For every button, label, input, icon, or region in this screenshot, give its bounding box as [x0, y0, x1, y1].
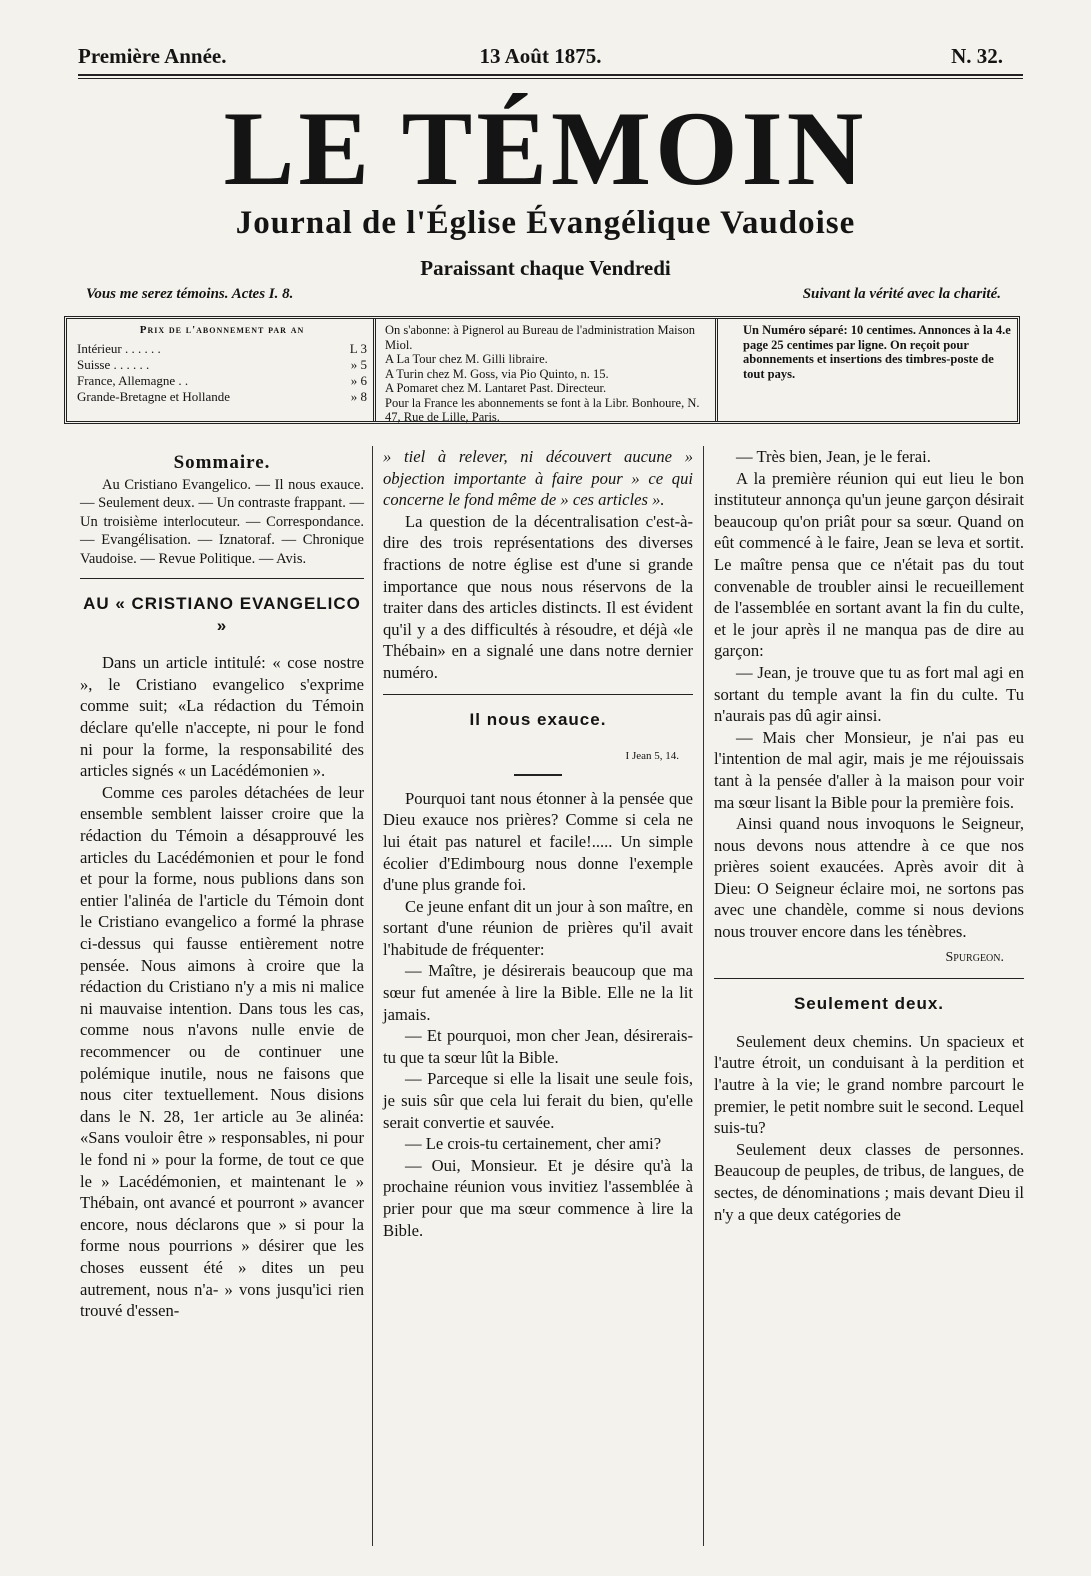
subscription-locations: [385, 323, 709, 424]
signature: Spurgeon.: [945, 949, 1004, 965]
price-row: Suisse . . . . . . » 5: [77, 356, 367, 372]
paragraph: » tiel à relever, ni découvert aucune » objection importante à faire pour » ce qui concerne le fond même de » ces articles ».: [383, 447, 693, 510]
column-2: [383, 446, 693, 1241]
paragraph: Dans un article intitulé: « cose nostre », le Cristiano evangelico s'exprime comme suit; «La rédaction du Témoin déclare qu'elle n'accepte, ni pour le fond ni pour la forme, la responsabilité des articles signés « un Lacédémonien ».: [80, 653, 364, 781]
price-row: Intérieur . . . . . . L 3: [77, 340, 367, 356]
column-separator: [703, 446, 704, 1546]
article-title-exauce: Il nous exauce.: [469, 709, 607, 729]
price-row: France, Allemagne . . » 6: [77, 372, 367, 388]
location-line: A La Tour chez M. Gilli libraire.: [385, 352, 548, 366]
paragraph: Seulement deux chemins. Un spacieux et l'autre étroit, un conduisant à la perdition et l'autre à la vie; le grand nombre parcourt le premier, le petit nombre suit le second. Lequel suis-tu?: [714, 1031, 1024, 1138]
sommaire-title: Sommaire.: [173, 452, 271, 473]
subscription-box: [64, 316, 1020, 424]
paragraph: A la première réunion qui eut lieu le bon instituteur annonça qu'un jeune garçon désirait beaucoup qu'on priât pour sa sœur. Quand on eût commencé à le faire, Jean se leva et sortit. Le maître pensa que ce n'était pas du tout convenable de troubler ainsi le recueillement de l'assemblée en sortant avant la fin du culte, et le jour après il ne manqua pas de dire au garçon:: [714, 468, 1024, 661]
box-divider: [715, 319, 718, 421]
paragraph: Pourquoi tant nous étonner à la pensée que Dieu exauce nos prières? Comme si cela ne lui était pas naturel et facile!..... Un simple écolier d'Edimbourg nous donne l'exemple d'une plus grande foi.: [383, 788, 693, 895]
top-rule: [78, 74, 1023, 76]
paragraph: Seulement deux classes de personnes. Beaucoup de peuples, de tribus, de langues, de sectes, de dénominations ; mais devant Dieu il n'y a que deux catégories de: [714, 1139, 1024, 1224]
price-table: [77, 323, 367, 417]
column-3: [714, 446, 1024, 1225]
paragraph: — Parceque si elle la lisait une seule fois, je suis sûr que cela lui ferait du bien, qu'elle serait convertie et sauvée.: [383, 1069, 693, 1132]
paragraph: La question de la décentralisation c'est-à-dire des trois représentations des diverses fractions de notre église est d'une si grande importance que nous nous réservons de la traiter dans des articles distincts. Il est évident qu'il y a des difficultés à résoudre, et déjà «le Thébain» en a signalé une dans notre dernier numéro.: [383, 511, 693, 682]
issue-date: 13 Août 1875.: [479, 44, 602, 68]
masthead-topline: [78, 38, 1003, 74]
location-line: On s'abonne: à Pignerol au Bureau de l'administration Maison Miol.: [385, 323, 695, 352]
motto-left: Vous me serez témoins. Actes I. 8.: [86, 286, 294, 302]
paragraph: — Très bien, Jean, je le ferai.: [736, 447, 931, 466]
top-rule-2: [78, 78, 1023, 79]
motto-right: Suivant la vérité avec la charité.: [802, 286, 1001, 302]
sommaire-text: Au Cristiano Evangelico. — Il nous exauce. — Seulement deux. — Un contraste frappant. — Un troisième interlocuteur. — Correspondance. — Evangélisation. — Iznatoraf. — Chronique Vaudoise. — Revue Politique. — Avis.: [80, 476, 364, 567]
article-title-seulement: Seulement deux.: [793, 994, 945, 1014]
short-rule: [514, 774, 562, 776]
box-divider: [373, 319, 376, 421]
column-separator: [372, 446, 373, 1546]
paragraph: — Mais cher Monsieur, je n'ai pas eu l'intention de mal agir, mais je me réjouissais tant à la pensée d'aller à la maison pour voir ma sœur lisant la Bible pour la première fois.: [714, 727, 1024, 812]
paragraph: — Le crois-tu certainement, cher ami?: [405, 1134, 662, 1154]
location-line: Pour la France les abonnements se font à la Libr. Bonhoure, N. 47, Rue de Lille, Paris.: [385, 395, 700, 424]
year-label: Première Année.: [78, 44, 227, 68]
paragraph: — Maître, je désirerais beaucoup que ma sœur fut amenée à lire la Bible. Elle ne la lit jamais.: [383, 961, 693, 1024]
newspaper-subtitle: Journal de l'Église Évangélique Vaudoise: [235, 205, 856, 241]
paragraph: Comme ces paroles détachées de leur ensemble semblent laisser croire que la rédaction du Témoin a désapprouvé les articles du Lacédémonien et pour le fond et pour la forme, nous publions dans son entier l'alinéa de l'article du Témoin dont le Cristiano evangelico a formé la phrase ci-dessus qui fausse entièrement notre pensée. Nous aimons à croire que la rédaction du Cristiano n'y a mis ni malice ni mauvaise intention. Dans tous les cas, comme nous n'avons nulle envie de recommencer ou de continuer une polémique inutile, nous ne faisons que nous citer textuellement. Nous disions dans le N. 28, 1er article au 3e alinéa: «Sans vouloir être » responsables, ni pour le fond ni » pour la forme, de tout ce que le » Lacédémonien, et maintenant le » Thébain, ont avancé et pourront » avancer encore, nous déclarons que » si pour la forme nous pourrions » désirer que les choses eussent été » dites un peu autrement, nous n'a- » vons jusqu'ici rien trouvé d'essen-: [80, 782, 364, 1321]
publication-frequency: Paraissant chaque Vendredi: [420, 256, 671, 280]
column-1: [80, 446, 364, 1322]
paragraph: — Et pourquoi, mon cher Jean, désirerais-tu que ta sœur lût la Bible.: [383, 1026, 693, 1067]
paragraph: Ce jeune enfant dit un jour à son maître, en sortant d'une réunion de prières qu'il avait l'habitude de fréquenter:: [383, 896, 693, 959]
location-line: A Pomaret chez M. Lantaret Past. Directeur.: [385, 381, 607, 395]
issue-number: N. 32.: [951, 44, 1003, 68]
subscription-other: Un Numéro séparé: 10 centimes. Annonces à la 4.e page 25 centimes par ligne. On reçoit pour abonnements et insertions des timbres-poste de tout pays.: [743, 323, 1011, 381]
paragraph: Ainsi quand nous invoquons le Seigneur, nous devons nous attendre à ce que nos prières soient exaucées. Après avoir dit à Dieu: O Seigneur éclaire moi, ne sortons pas avec une chandèle, comme si nous devions nous trouver encore dans les ténèbres.: [714, 814, 1024, 942]
section-divider: [383, 694, 693, 695]
price-row: Grande-Bretagne et Hollande » 8: [77, 388, 367, 404]
newspaper-title: LE TÉMOIN: [223, 90, 868, 207]
section-divider: [80, 578, 364, 579]
location-line: A Turin chez M. Goss, via Pio Quinto, n. 15.: [385, 366, 609, 381]
section-divider: [714, 978, 1024, 979]
bible-reference: I Jean 5, 14.: [625, 750, 679, 763]
article-title-cristiano: AU « CRISTIANO EVANGELICO »: [83, 594, 361, 635]
paragraph: — Jean, je trouve que tu as fort mal agi en sortant du temple avant la fin du culte. Tu n'aurais pas dû agir ainsi.: [714, 662, 1024, 726]
price-header: Prix de l'abonnement par an: [139, 324, 305, 336]
paragraph: — Oui, Monsieur. Et je désire qu'à la prochaine réunion vous invitiez l'assemblée à prier pour que ma sœur commence à lire la Bible.: [383, 1155, 693, 1240]
